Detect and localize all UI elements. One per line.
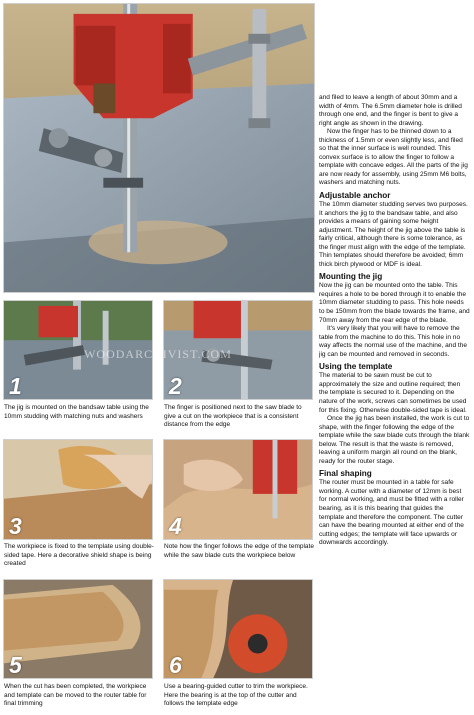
step-3-image: [4, 440, 152, 539]
watermark: WOODARCHIVIST.COM: [84, 347, 232, 361]
step-2-caption: The finger is positioned next to the saw blade to give a cut on the workpiece that is a consistent distance from the edge: [164, 404, 302, 429]
step-6-caption: Use a bearing-guided cutter to trim the workpiece. Here the bearing is at the top of the cutter and follows the template edge: [164, 683, 308, 708]
step-4-image: [164, 440, 312, 539]
step-5-number: 5: [9, 652, 22, 678]
heading-using-the-template: Using the template: [319, 362, 393, 372]
mounting-paragraph-1: Now the jig can be mounted onto the table. This requires a hole to be bored through it to enable the 10mm diameter studding to pass. This hole needs to be 150mm from the blade towards the frame, and 70mm away from the rear edge of the blade.: [319, 282, 470, 324]
step-3-photo: [3, 439, 153, 540]
step-4-number: 4: [169, 513, 182, 539]
step-1-photo: [3, 300, 153, 400]
step-3-caption: The workpiece is fixed to the template using double-sided tape. Here a decorative shield shape is being created: [4, 543, 154, 568]
shaping-paragraph-1: The router must be mounted in a table for safe working. A cutter with a diameter of 12mm is best for normal working, and must be fitted with a roller bearing, as it is this bearing that guides the template and therefore the component. The cutter can have the bearing mounted at either end of the cutting edges; the template will face upwards or downwards accordingly.: [319, 479, 464, 547]
step-6-photo: [163, 579, 313, 679]
step-5-caption: When the cut has been completed, the workpiece and template can be moved to the router table for final trimming: [4, 683, 147, 708]
template-paragraph-2: Once the jig has been installed, the work is cut to shape, with the finger following the edge of the template while the saw blade cuts through the blank below. The result is that the waste is removed, leaving a uniform margin all round on the blank, ready for the router stage.: [319, 415, 470, 465]
step-1-caption: The jig is mounted on the bandsaw table using the 10mm studding with matching nuts and washers: [4, 404, 149, 420]
step-2-photo: [163, 300, 313, 400]
intro-paragraph-2: Now the finger has to be thinned down to a thickness of 1.5mm or even slightly less, and filed so that the inner surface is well rounded. This convex surface is to allow the finger to follow a template with concave edges. All the parts of the jig are now ready for assembly, using 25mm M6 bolts, washers and matching nuts.: [319, 128, 468, 187]
step-4-caption: Note how the finger follows the edge of the template while the saw blade cuts the workpiece below: [164, 543, 314, 559]
step-1-image: [4, 301, 152, 399]
step-2-image: [164, 301, 312, 399]
step-5-photo: [3, 579, 153, 679]
mounting-paragraph-2: It's very likely that you will have to remove the table from the machine to do this. This hole in no way affects the normal use of the machine, and the jig can be mounted and removed in seconds.: [319, 325, 467, 358]
template-paragraph-1: The material to be sawn must be cut to approximately the size and outline required; then the template is secured to it. Depending on the nature of the work, screws can sometimes be used for this fixing. Otherwise double-sided tape is ideal.: [319, 372, 467, 414]
article-column: [319, 94, 470, 548]
step-5-image: [4, 580, 152, 678]
step-1-number: 1: [9, 373, 22, 399]
heading-final-shaping: Final shaping: [319, 469, 372, 479]
step-4-photo: [163, 439, 313, 540]
step-6-image: [164, 580, 312, 678]
step-3-number: 3: [9, 513, 22, 539]
intro-paragraph-1: and filed to leave a length of about 30mm and a width of 4mm. The 6.5mm diameter hole is drilled through one end, and the finger is bent to give a right angle as shown in the drawing.: [319, 94, 462, 127]
main-photo-bandsaw-jig: [3, 3, 315, 293]
step-2-number: 2: [169, 373, 182, 399]
bandsaw-jig-image: [4, 4, 314, 292]
anchor-paragraph-1: The 10mm diameter studding serves two purposes. It anchors the jig to the bandsaw table, and also provides a means of gaining some height adjustment. The height of the jig above the table is fairly critical, although there is some tolerance, as the finger must align with the edge of the template. Thin templates should therefore be avoided; 6mm thick birch plywood or MDF is ideal.: [319, 201, 468, 268]
step-6-number: 6: [169, 652, 182, 678]
heading-mounting-the-jig: Mounting the jig: [319, 272, 383, 282]
heading-adjustable-anchor: Adjustable anchor: [319, 191, 391, 201]
